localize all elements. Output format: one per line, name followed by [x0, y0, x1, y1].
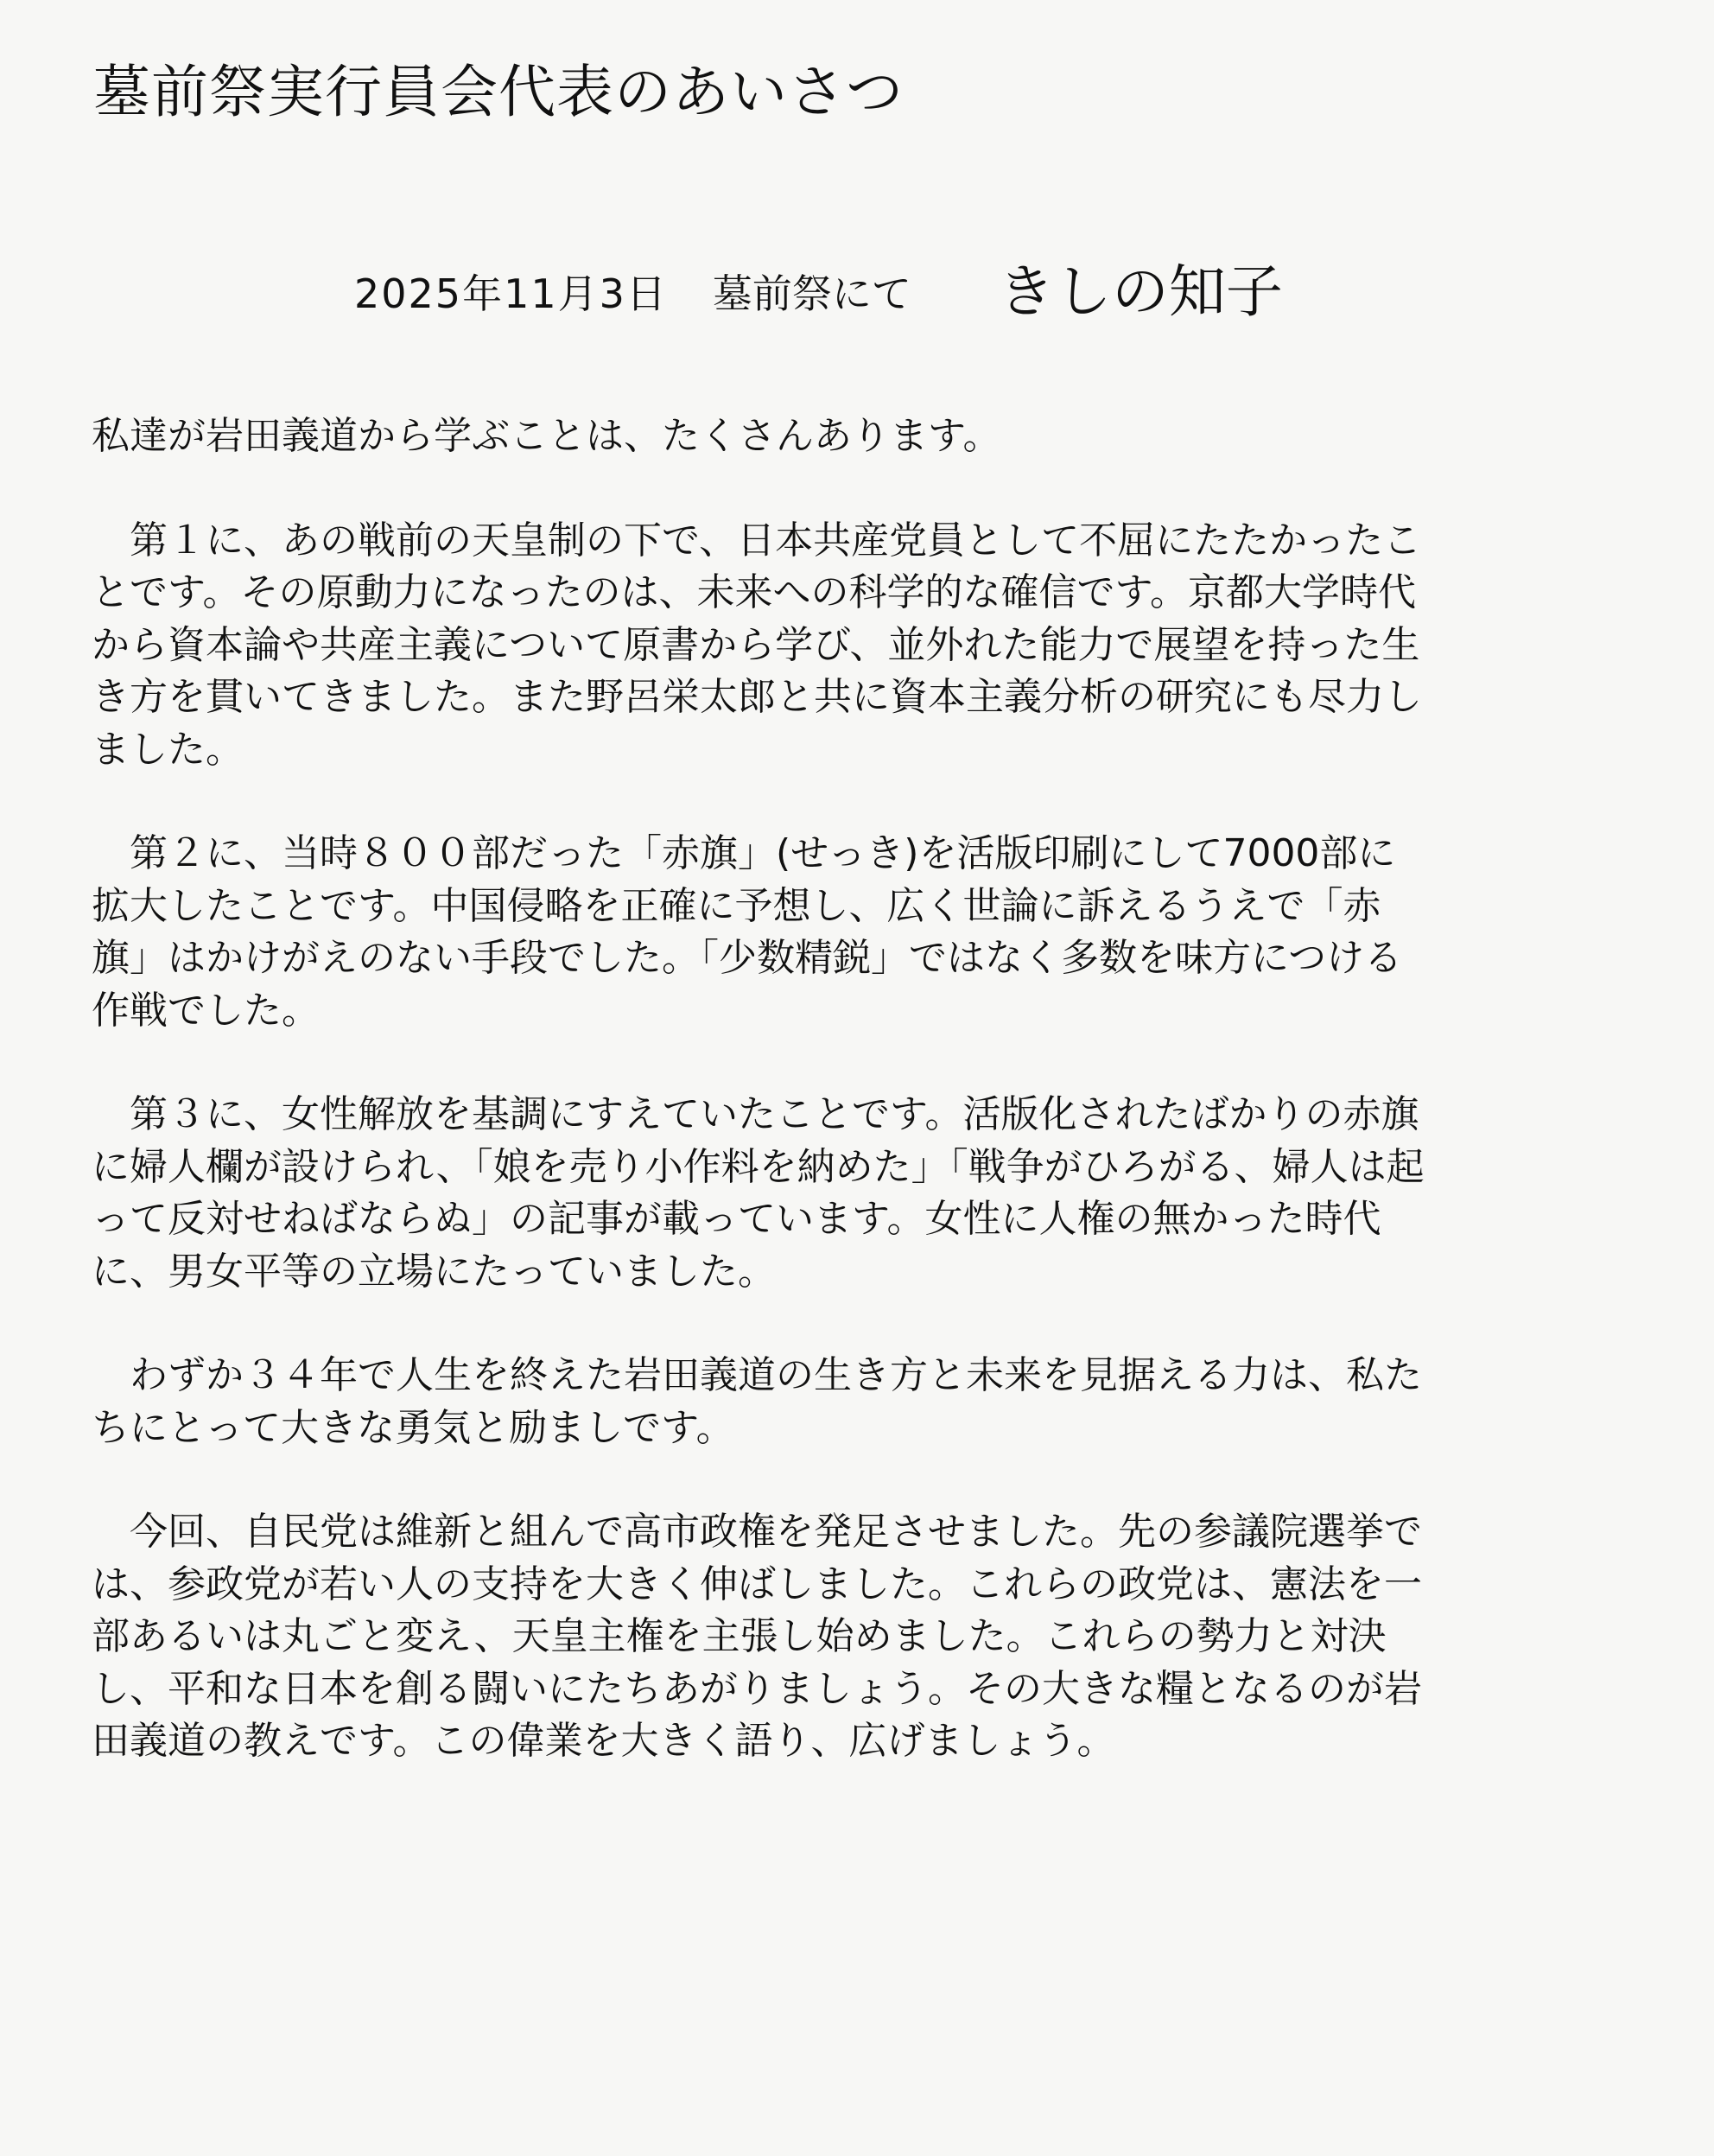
paragraph-line: 私達が岩田義道から学ぶことは、たくさんあります。	[92, 414, 1001, 458]
speech-place: 墓前祭にて	[712, 270, 911, 317]
paragraph-line: は、参政党が若い人の支持を大きく伸ばしました。これらの政党は、憲法を一	[92, 1561, 1422, 1606]
paragraph-line: 第１に、あの戦前の天皇制の下で、日本共産党員として不屈にたたかったこ	[92, 518, 1422, 563]
paragraph-line: ました。	[92, 727, 244, 772]
document-title: 墓前祭実行員会代表のあいさつ	[93, 59, 904, 125]
paragraph-line: 第２に、当時８００部だった「赤旗」(せっき)を活版印刷にして7000部に	[92, 831, 1396, 875]
paragraph-intro	[92, 410, 1629, 463]
paragraph-line: 部あるいは丸ごと変え、天皇主権を主張し始めました。これらの勢力と対決	[92, 1614, 1387, 1658]
speech-date: 2025年11月3日	[354, 270, 668, 317]
paragraph-call-to-action	[92, 1506, 1629, 1768]
paragraph-line: 旗」はかけがえのない手段でした。「少数精鋭」ではなく多数を味方につける	[92, 936, 1403, 980]
paragraph-line: わずか３４年で人生を終えた岩田義道の生き方と未来を見据える力は、私た	[92, 1353, 1422, 1397]
paragraph-line: 田義道の教えです。この偉業を大きく語り、広げましょう。	[92, 1719, 1115, 1763]
paragraph-line: 作戦でした。	[92, 988, 320, 1033]
paragraph-line: に、男女平等の立場にたっていました。	[92, 1249, 776, 1294]
author-name: きしの知子	[997, 258, 1283, 325]
paragraph-line: とです。その原動力になったのは、未来への科学的な確信です。京都大学時代	[92, 570, 1416, 614]
speech-body	[92, 410, 1629, 1820]
paragraph-line: から資本論や共産主義について原書から学び、並外れた能力で展望を持った生	[92, 622, 1420, 667]
dateline	[354, 258, 1283, 328]
paragraph-line: って反対せねばならぬ」の記事が載っています。女性に人権の無かった時代	[92, 1197, 1381, 1241]
paragraph-line: 拡大したことです。中国侵略を正確に予想し、広く世論に訴えるうえで「赤	[92, 883, 1381, 928]
paragraph-line: ちにとって大きな勇気と励ましです。	[92, 1405, 734, 1450]
paragraph-line: し、平和な日本を創る闘いにたちあがりましょう。その大きな糧となるのが岩	[92, 1666, 1422, 1711]
paragraph-first-point	[92, 515, 1629, 777]
paragraph-third-point	[92, 1089, 1629, 1298]
paragraph-line: 今回、自民党は維新と組んで高市政権を発足させました。先の参議院選挙で	[92, 1510, 1422, 1554]
paragraph-line: 第３に、女性解放を基調にすえていたことです。活版化されたばかりの赤旗	[92, 1092, 1419, 1136]
paragraph-line: に婦人欄が設けられ、「娘を売り小作料を納めた」「戦争がひろがる、婦人は起	[92, 1144, 1425, 1189]
paragraph-second-point	[92, 828, 1629, 1037]
paragraph-line: き方を貫いてきました。また野呂栄太郎と共に資本主義分析の研究にも尽力し	[92, 675, 1422, 719]
paragraph-courage	[92, 1350, 1629, 1454]
